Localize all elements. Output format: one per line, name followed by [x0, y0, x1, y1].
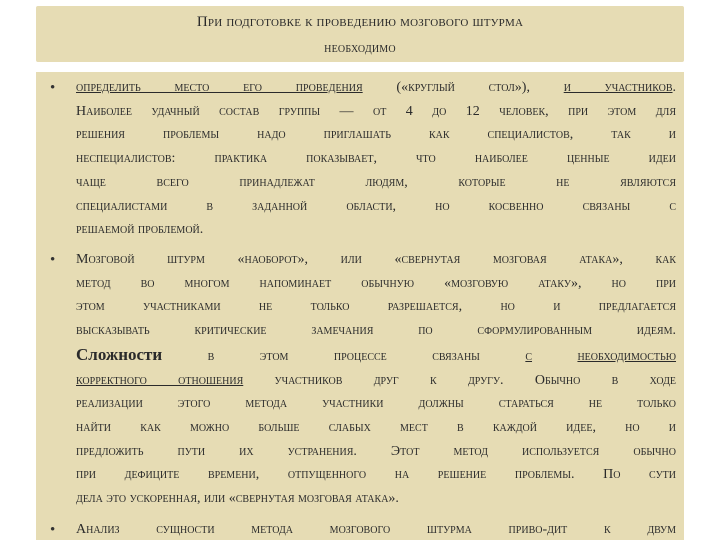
para1-line-1: определить место его проведения («круглый стол»), и участников. [76, 80, 677, 95]
para2-line-11: дела это ускоренная, или «свернутая мозговая атака». [76, 491, 399, 507]
title-line-2: необходимо [324, 41, 396, 56]
slide-title [36, 6, 684, 62]
para3-line-1: Анализ сущности метода мозгового штурма приво-дит к двум [76, 522, 676, 537]
bullet-3: • [50, 522, 56, 538]
paragraph-2 [76, 248, 676, 511]
para2-line-2: метод во многом напоминает обычную «мозговую атаку», но при [76, 275, 676, 291]
para1-line-6: специалистами в заданной области, но косвенно связаны с [76, 198, 676, 214]
para2-line-10: при дефиците времени, отпущенного на решение проблемы. По сути [76, 467, 676, 483]
bullet-2: • [50, 252, 56, 268]
para2-line-3: этом участниками не только разрешается, но и предлагается [76, 299, 676, 315]
para2-line-8: найти как можно больше слабых мест в каждой идее, но и [76, 419, 676, 435]
para2-line-1: Мозговой штурм «наоборот», или «свернутая мозговая атака», как [76, 252, 676, 267]
para2-line-7: реализации этого метода участники должны стараться не только [76, 396, 676, 412]
title-line-1: При подготовке к проведению мозгового штурма [196, 14, 524, 30]
paragraph-1 [76, 76, 676, 242]
bullet-1: • [50, 80, 56, 96]
para2-line-5: Сложности в этом процессе связаны с необходимостью [76, 344, 677, 364]
content-area [36, 72, 684, 540]
para1-line-5: чаще всего принадлежат людям, которые не являются [76, 174, 676, 190]
para1-line-7: решаемой проблемой. [76, 222, 204, 238]
paragraph-3 [76, 518, 676, 542]
para1-line-4: неспециалистов: практика показывает, что наиболее ценные идеи [76, 151, 676, 167]
para2-line-6: корректного отношения участников друг к другу. Обычно в ходе [76, 372, 676, 388]
para1-line-3: решения проблемы надо приглашать как специалистов, так и [76, 127, 676, 143]
para1-line-2: Наиболее удачный состав группы — от 4 до 12 человек, при этом для [76, 103, 676, 119]
para2-line-4: высказывать критические замечания по сформулированным идеям. [76, 323, 676, 339]
para2-line-9: предложить пути их устранения. Этот метод используется обычно [76, 443, 676, 459]
